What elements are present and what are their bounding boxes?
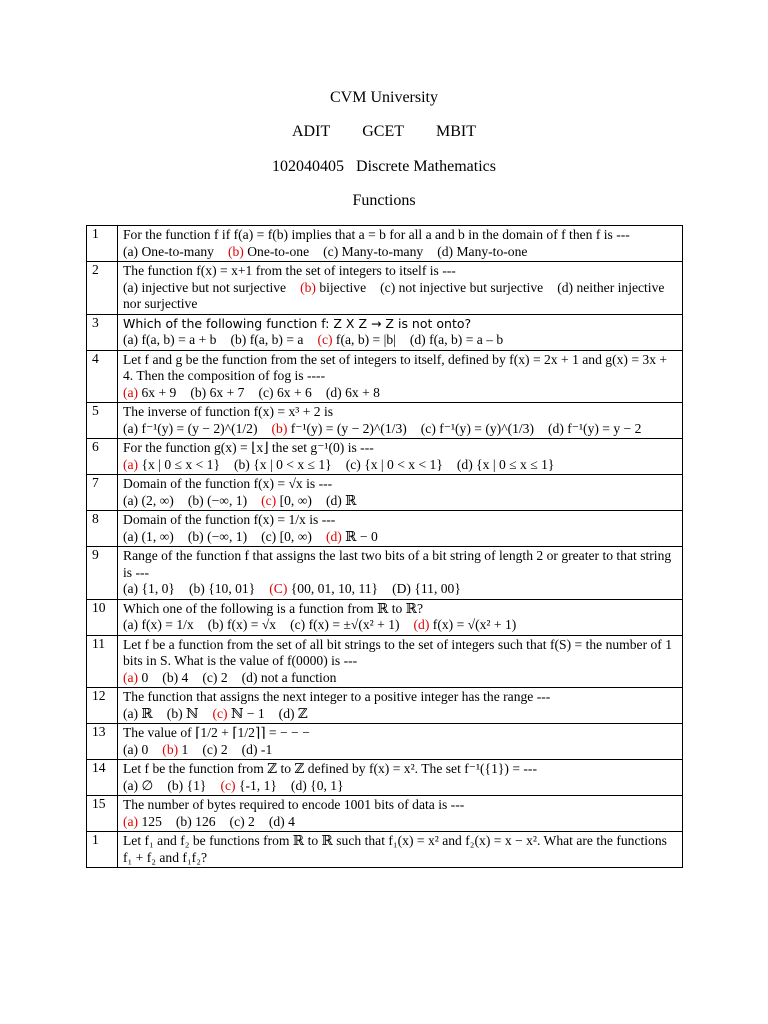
answer-options xyxy=(123,457,677,474)
question-cell xyxy=(118,796,683,832)
university-title: CVM University xyxy=(330,89,438,106)
answer-option: (b) f(a, b) = a xyxy=(230,332,304,347)
question-row xyxy=(87,403,683,439)
question-cell xyxy=(118,439,683,475)
question-text: Let f and g be the function from the set of integers to itself, defined by f(x) = 2x + 1 and g(x) = 3x + 4. Then the composition of fog is ---- xyxy=(123,351,668,383)
question-number: 1 xyxy=(87,832,118,868)
question-text: Let f be the function from ℤ to ℤ defined by f(x) = x². The set f⁻¹({1}) = --- xyxy=(123,761,537,776)
question-cell xyxy=(118,226,683,262)
answer-option: (a) {1, 0} xyxy=(123,581,175,596)
answer-option: (b) {1} xyxy=(167,777,207,793)
answer-options xyxy=(123,529,677,546)
answer-option: (b) 6x + 7 xyxy=(190,384,245,400)
answer-option: (b) {10, 01} xyxy=(188,581,256,596)
answer-option: (d) neither injective nor surjective xyxy=(123,279,665,311)
answer-option: (a) (2, ∞) xyxy=(123,492,174,508)
answer-option: (c) not injective but surjective xyxy=(380,279,544,295)
answer-option: (b) f(x) = √x xyxy=(207,617,277,632)
question-number: 1 xyxy=(87,226,118,262)
question-number: 4 xyxy=(87,350,118,403)
question-cell xyxy=(118,403,683,439)
question-text: Domain of the function f(x) = √x is --- xyxy=(123,476,333,491)
correct-option: (c) [0, ∞) xyxy=(261,492,312,508)
question-text: Let f₁ and f₂ be functions from ℝ to ℝ such that f₁(x) = x² and f₂(x) = x − x². What are the functions f₁ + f₂ and f₁f₂? xyxy=(123,833,667,865)
question-cell xyxy=(118,688,683,724)
answer-option: (a) injective but not surjective xyxy=(123,279,287,295)
answer-option: (d) Many-to-one xyxy=(437,243,528,259)
college-name: GCET xyxy=(362,123,404,140)
answer-option: (b) (−∞, 1) xyxy=(187,528,248,544)
answer-option: (c) 2 xyxy=(202,669,228,685)
answer-option: (a) (1, ∞) xyxy=(123,528,174,544)
question-row xyxy=(87,547,683,600)
question-text: Which one of the following is a function from ℝ to ℝ? xyxy=(123,600,424,616)
correct-option: (b) One-to-one xyxy=(227,243,310,259)
question-row xyxy=(87,226,683,262)
answer-option: (a) f(x) = 1/x xyxy=(123,617,194,632)
answer-option: (d) ℝ xyxy=(325,492,357,508)
question-text: For the function f if f(a) = f(b) implies that a = b for all a and b in the domain of f then f is --- xyxy=(123,227,630,242)
answer-option: (c) [0, ∞) xyxy=(261,528,312,544)
correct-option: (d) f(x) = √(x² + 1) xyxy=(413,617,517,632)
question-number: 7 xyxy=(87,475,118,511)
correct-option: (d) ℝ − 0 xyxy=(325,528,378,544)
question-row xyxy=(87,635,683,688)
question-table xyxy=(86,225,683,868)
question-row xyxy=(87,599,683,635)
answer-options xyxy=(123,742,677,759)
answer-options xyxy=(123,581,677,598)
question-row xyxy=(87,511,683,547)
question-cell xyxy=(118,314,683,350)
question-row xyxy=(87,350,683,403)
correct-option: (a) 125 xyxy=(123,813,162,829)
answer-options xyxy=(123,332,677,349)
answer-options xyxy=(123,814,677,831)
question-number: 9 xyxy=(87,547,118,600)
answer-options xyxy=(123,280,677,313)
college-name: ADIT xyxy=(292,123,331,140)
answer-option: (d) not a function xyxy=(241,669,337,685)
answer-option: (d) 4 xyxy=(268,813,295,829)
answer-option: (c) f⁻¹(y) = (y)^(1/3) xyxy=(420,420,535,436)
answer-options xyxy=(123,706,677,723)
question-number: 12 xyxy=(87,688,118,724)
answer-option: (b) (−∞, 1) xyxy=(187,492,248,508)
question-number: 13 xyxy=(87,724,118,760)
question-row xyxy=(87,439,683,475)
answer-option: (D) {11, 00} xyxy=(392,581,461,596)
question-row xyxy=(87,475,683,511)
question-number: 8 xyxy=(87,511,118,547)
question-row xyxy=(87,688,683,724)
correct-option: (C) {00, 01, 10, 11} xyxy=(269,581,379,596)
question-text: The function f(x) = x+1 from the set of integers to itself is --- xyxy=(123,263,456,278)
course-title: 102040405 Discrete Mathematics xyxy=(272,158,496,175)
correct-option: (a) {x | 0 ≤ x < 1} xyxy=(123,456,220,472)
correct-option: (c) {-1, 1} xyxy=(220,777,277,793)
question-text: The number of bytes required to encode 1001 bits of data is --- xyxy=(123,797,465,812)
question-text: Domain of the function f(x) = 1/x is --- xyxy=(123,512,336,527)
answer-option: (d) -1 xyxy=(241,741,273,757)
answer-option: (a) One-to-many xyxy=(123,243,214,259)
answer-options xyxy=(123,493,677,510)
question-number: 10 xyxy=(87,599,118,635)
question-number: 5 xyxy=(87,403,118,439)
correct-option: (b) bijective xyxy=(300,279,367,295)
question-text: The inverse of function f(x) = x³ + 2 is xyxy=(123,404,334,419)
answer-option: (d) f(a, b) = a – b xyxy=(409,332,504,347)
question-text: Let f be a function from the set of all bit strings to the set of integers such that f(S) = the number of 1 bits in S. What is the value of f(0000) is --- xyxy=(123,636,673,668)
question-row xyxy=(87,832,683,868)
answer-option: (d) {x | 0 ≤ x ≤ 1} xyxy=(456,456,555,472)
question-text: Range of the function f that assigns the last two bits of a bit string of length 2 or greater to that string is --- xyxy=(123,548,672,580)
answer-option: (c) {x | 0 < x < 1} xyxy=(345,456,443,472)
answer-option: (b) 4 xyxy=(162,669,189,685)
answer-option: (a) ℝ xyxy=(123,705,153,721)
correct-option: (b) f⁻¹(y) = (y − 2)^(1/3) xyxy=(271,420,407,436)
answer-option: (d) {0, 1} xyxy=(290,777,344,793)
answer-options xyxy=(123,670,677,687)
answer-option: (d) ℤ xyxy=(278,705,308,721)
answer-option: (c) Many-to-many xyxy=(323,243,424,259)
question-row xyxy=(87,724,683,760)
correct-option: (a) 6x + 9 xyxy=(123,384,177,400)
answer-options xyxy=(123,617,677,634)
answer-options xyxy=(123,244,677,261)
question-cell xyxy=(118,760,683,796)
question-number: 14 xyxy=(87,760,118,796)
answer-option: (a) f⁻¹(y) = (y − 2)^(1/2) xyxy=(123,420,258,436)
answer-option: (b) 126 xyxy=(175,813,216,829)
answer-option: (c) f(x) = ±√(x² + 1) xyxy=(290,617,400,632)
question-text: The function that assigns the next integer to a positive integer has the range --- xyxy=(123,689,551,704)
question-number: 2 xyxy=(87,262,118,315)
college-list xyxy=(0,123,768,141)
question-text: The value of ⌈1/2 + ⌈1/2⌉⌉ = − − − xyxy=(123,725,310,740)
question-row xyxy=(87,760,683,796)
question-row xyxy=(87,314,683,350)
question-text: Which of the following function f: Z X Z → Z is not onto? xyxy=(123,315,472,331)
answer-option: (a) 0 xyxy=(123,741,149,757)
question-cell xyxy=(118,262,683,315)
correct-option: (c) f(a, b) = |b| xyxy=(317,332,396,347)
question-number: 3 xyxy=(87,314,118,350)
answer-option: (b) ℕ xyxy=(166,705,199,721)
answer-option: (a) f(a, b) = a + b xyxy=(123,332,217,347)
college-name: MBIT xyxy=(436,123,476,140)
answer-option: (c) 2 xyxy=(229,813,255,829)
topic-title: Functions xyxy=(352,192,416,209)
question-cell xyxy=(118,635,683,688)
correct-option: (a) 0 xyxy=(123,669,149,685)
answer-option: (c) 6x + 6 xyxy=(258,384,312,400)
question-cell xyxy=(118,511,683,547)
answer-option: (b) {x | 0 < x ≤ 1} xyxy=(233,456,332,472)
correct-option: (b) 1 xyxy=(162,741,189,757)
question-cell xyxy=(118,724,683,760)
question-number: 11 xyxy=(87,635,118,688)
question-number: 15 xyxy=(87,796,118,832)
answer-option: (d) 6x + 8 xyxy=(325,384,380,400)
question-cell xyxy=(118,547,683,600)
question-cell xyxy=(118,832,683,868)
question-text: For the function g(x) = ⌊x⌋ the set g⁻¹(0) is --- xyxy=(123,440,374,455)
question-cell xyxy=(118,599,683,635)
answer-option: (a) ∅ xyxy=(123,777,154,793)
question-row xyxy=(87,262,683,315)
answer-options xyxy=(123,385,677,402)
correct-option: (c) ℕ − 1 xyxy=(212,705,265,721)
answer-options xyxy=(123,778,677,795)
answer-options xyxy=(123,421,677,438)
question-cell xyxy=(118,475,683,511)
answer-option: (c) 2 xyxy=(202,741,228,757)
question-cell xyxy=(118,350,683,403)
answer-option: (d) f⁻¹(y) = y − 2 xyxy=(548,420,642,436)
question-row xyxy=(87,796,683,832)
question-number: 6 xyxy=(87,439,118,475)
